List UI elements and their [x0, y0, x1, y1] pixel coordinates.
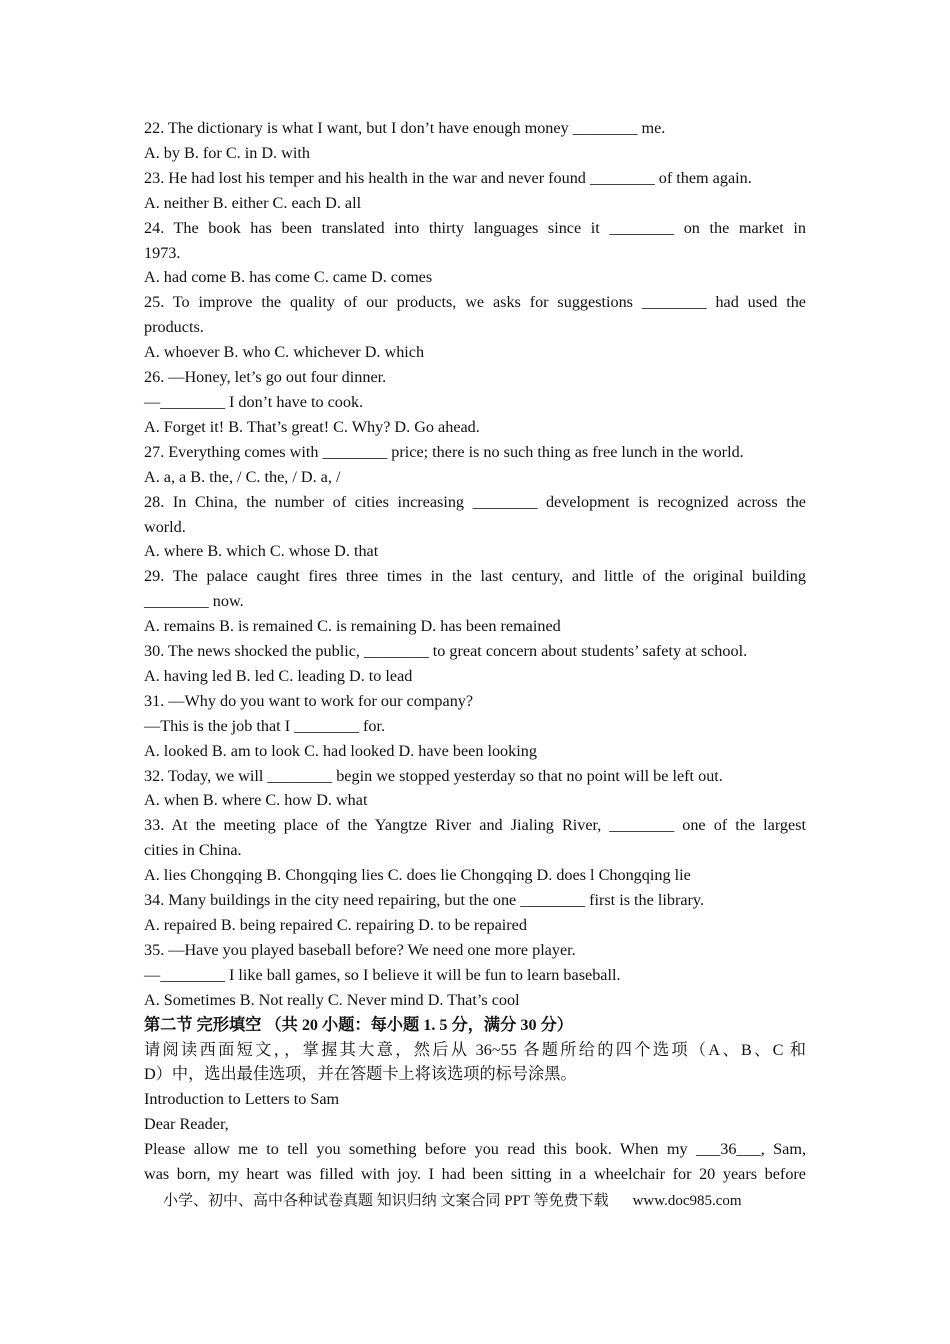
- q31-options: A. looked B. am to look C. had looked D. have been looking: [144, 741, 537, 760]
- q33-stem-cont: cities in China.: [144, 841, 242, 860]
- q24-stem: 24. The book has been translated into thirty languages since it ________ on the market in: [144, 218, 806, 237]
- q28-options: A. where B. which C. whose D. that: [144, 542, 379, 561]
- q25-options: A. whoever B. who C. whichever D. which: [144, 343, 425, 362]
- document-body: [144, 116, 806, 1187]
- q33-stem: 33. At the meeting place of the Yangtze River and Jialing River, ________ one of the largest: [144, 816, 806, 835]
- q25-stem-cont: products.: [144, 318, 204, 337]
- q26-reply: —________ I don’t have to cook.: [144, 392, 364, 411]
- q28-stem-cont: world.: [144, 517, 186, 536]
- section-heading: 第二节 完形填空 （共 20 小题：每小题 1. 5 分，满分 30 分）: [144, 1015, 573, 1034]
- q22-options: A. by B. for C. in D. with: [144, 143, 310, 162]
- q29-options: A. remains B. is remained C. is remaining D. has been remained: [144, 617, 561, 636]
- q32-options: A. when B. where C. how D. what: [144, 791, 368, 810]
- q33-options: A. lies Chongqing B. Chongqing lies C. does lie Chongqing D. does l Chongqing lie: [144, 866, 691, 885]
- q24-stem-cont: 1973.: [144, 243, 181, 262]
- page-footer: [163, 1191, 803, 1211]
- q35-reply: —________ I like ball games, so I believe it will be fun to learn baseball.: [144, 965, 621, 984]
- q34-stem: 34. Many buildings in the city need repairing, but the one ________ first is the library.: [144, 891, 705, 910]
- q26-stem: 26. —Honey, let’s go out four dinner.: [144, 368, 387, 387]
- footer-url[interactable]: www.doc985.com: [632, 1193, 742, 1209]
- q30-stem: 30. The news shocked the public, ________ to great concern about students’ safety at school.: [144, 642, 748, 661]
- q22-stem: 22. The dictionary is what I want, but I don’t have enough money ________ me.: [144, 119, 666, 137]
- q29-stem: 29. The palace caught fires three times in the last century, and little of the original building: [144, 567, 806, 586]
- passage-line-1: Please allow me to tell you something before you read this book. When my ___36___, Sam,: [144, 1140, 806, 1159]
- q34-options: A. repaired B. being repaired C. repairing D. to be repaired: [144, 916, 527, 934]
- q31-reply: —This is the job that I ________ for.: [144, 716, 385, 735]
- q31-stem: 31. —Why do you want to work for our company?: [144, 691, 474, 710]
- q32-stem: 32. Today, we will ________ begin we stopped yesterday so that no point will be left out.: [144, 766, 723, 785]
- q23-stem: 23. He had lost his temper and his health in the war and never found ________ of them again.: [144, 168, 752, 187]
- passage-line-2: was born, my heart was filled with joy. I had been sitting in a wheelchair for 20 years before: [144, 1165, 806, 1184]
- footer-text: 小学、初中、高中各种试卷真题 知识归纳 文案合同 PPT 等免费下载: [163, 1193, 609, 1209]
- q35-options: A. Sometimes B. Not really C. Never mind D. That’s cool: [144, 990, 520, 1009]
- q23-options: A. neither B. either C. each D. all: [144, 193, 362, 212]
- q27-stem: 27. Everything comes with ________ price; there is no such thing as free lunch in the world.: [144, 442, 744, 461]
- passage-title: Introduction to Letters to Sam: [144, 1090, 340, 1109]
- q30-options: A. having led B. led C. leading D. to lead: [144, 666, 413, 685]
- passage-salutation: Dear Reader,: [144, 1115, 229, 1134]
- q26-options: A. Forget it! B. That’s great! C. Why? D. Go ahead.: [144, 417, 480, 436]
- q25-stem: 25. To improve the quality of our products, we asks for suggestions ________ had used the: [144, 293, 806, 312]
- q35-stem: 35. —Have you played baseball before? We need one more player.: [144, 940, 576, 959]
- q28-stem: 28. In China, the number of cities increasing ________ development is recognized across the: [144, 492, 806, 511]
- section-instructions: 请阅读西面短文，，掌握其大意，然后从 36~55 各题所给的四个选项（A、B、C 和: [144, 1040, 806, 1059]
- section-instructions-cont: D）中，选出最佳选项，并在答题卡上将该选项的标号涂黑。: [144, 1065, 577, 1084]
- q27-options: A. a, a B. the, / C. the, / D. a, /: [144, 467, 341, 486]
- q24-options: A. had come B. has come C. came D. comes: [144, 268, 433, 287]
- q29-stem-cont: ________ now.: [144, 592, 244, 611]
